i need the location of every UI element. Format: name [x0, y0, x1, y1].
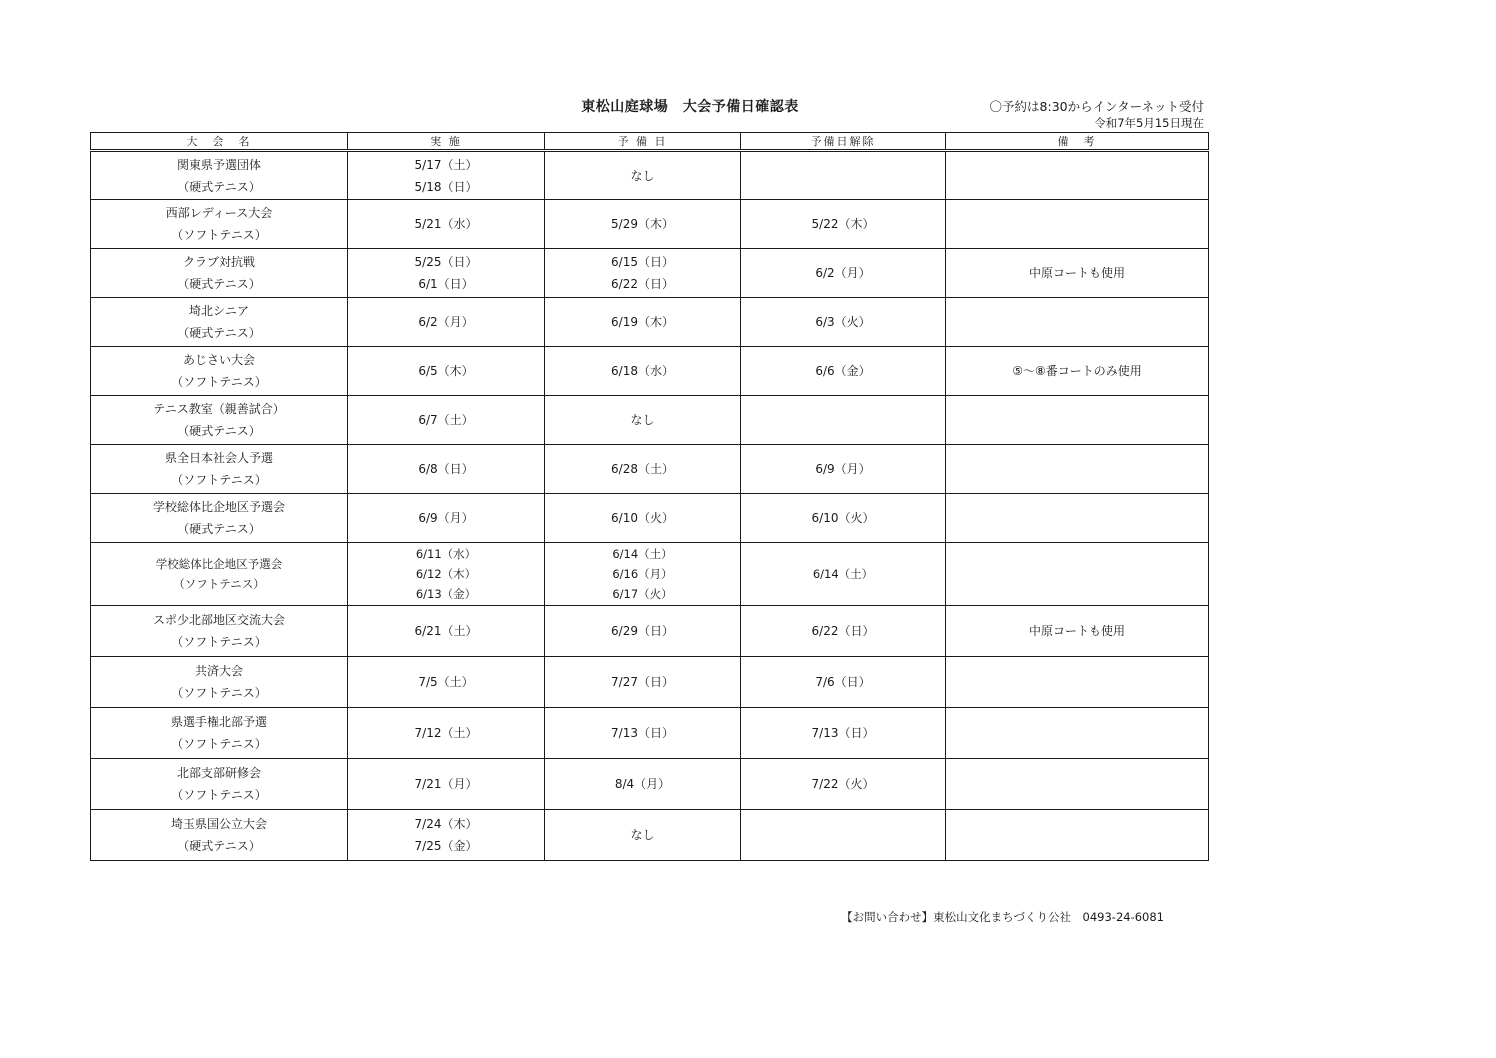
cell-event-name-line: 県全日本社会人予選 [164, 451, 273, 465]
cell-dates-line: 7/12（土） [414, 726, 478, 740]
cell-dates-line: 6/12（木） [415, 567, 477, 581]
cell-dates-line: 6/11（水） [415, 547, 477, 561]
cell-reserve-dates [545, 249, 741, 298]
cell-dates-line: 6/5（木） [418, 364, 474, 378]
cell-release-date [741, 657, 946, 708]
cell-release-date [741, 606, 946, 657]
cell-release-date [741, 200, 946, 249]
cell-remarks [946, 445, 1209, 494]
col-header-release: 予備日解除 [741, 133, 946, 151]
cell-release-date-line: 6/6（金） [815, 364, 871, 378]
cell-reserve-dates-line: 6/19（木） [611, 315, 674, 329]
table-row [91, 810, 1209, 861]
cell-dates [348, 298, 545, 347]
cell-remarks [946, 708, 1209, 759]
cell-reserve-dates [545, 494, 741, 543]
cell-reserve-dates [545, 606, 741, 657]
cell-dates-line: 7/24（木） [414, 817, 478, 831]
cell-event-name-line: （ソフトテニス） [171, 686, 267, 700]
cell-dates [348, 396, 545, 445]
cell-release-date [741, 708, 946, 759]
cell-reserve-dates-line: 6/29（日） [611, 624, 674, 638]
cell-reserve-dates [545, 445, 741, 494]
cell-release-date-line: 6/9（月） [815, 462, 871, 476]
cell-dates [348, 543, 545, 606]
cell-remarks [946, 298, 1209, 347]
cell-reserve-dates [545, 708, 741, 759]
cell-dates-line: 6/8（日） [418, 462, 474, 476]
cell-remarks-line: ⑤～⑧番コートのみ使用 [1012, 364, 1142, 378]
cell-reserve-dates-line: 7/27（日） [611, 675, 674, 689]
cell-release-date-line: 7/6（日） [815, 675, 871, 689]
col-header-reserve: 予 備 日 [545, 133, 741, 151]
cell-reserve-dates-line: 6/14（土） [612, 547, 673, 561]
cell-dates [348, 657, 545, 708]
cell-dates-line: 6/9（月） [418, 511, 474, 525]
cell-reserve-dates [545, 657, 741, 708]
table-row [91, 708, 1209, 759]
table-row [91, 657, 1209, 708]
cell-reserve-dates-line: 6/16（月） [612, 567, 673, 581]
cell-reserve-dates-line: 7/13（日） [611, 726, 674, 740]
cell-dates [348, 445, 545, 494]
cell-remarks [946, 494, 1209, 543]
cell-dates [348, 151, 545, 200]
cell-event-name-line: あじさい大会 [182, 353, 255, 367]
cell-event-name-line: （ソフトテニス） [171, 375, 267, 389]
cell-release-date [741, 759, 946, 810]
cell-dates [348, 708, 545, 759]
cell-event-name-line: 学校総体比企地区予選会 [152, 500, 285, 514]
cell-reserve-dates [545, 347, 741, 396]
cell-event-name-line: 関東県予選団体 [176, 157, 261, 172]
cell-event-name-line: （ソフトテニス） [171, 473, 267, 487]
cell-release-date-line: 6/2（月） [815, 266, 871, 280]
cell-event-name [91, 810, 348, 861]
cell-remarks [946, 249, 1209, 298]
cell-release-date [741, 396, 946, 445]
cell-release-date-line: 7/13（日） [811, 726, 875, 740]
cell-reserve-dates-line: 6/28（土） [611, 462, 674, 476]
cell-event-name [91, 396, 348, 445]
cell-event-name [91, 606, 348, 657]
schedule-table [90, 132, 1209, 861]
cell-event-name [91, 151, 348, 200]
cell-event-name [91, 543, 348, 606]
cell-remarks [946, 657, 1209, 708]
col-header-remarks: 備 考 [946, 133, 1209, 151]
cell-event-name [91, 298, 348, 347]
cell-reserve-dates-line: 6/22（日） [611, 277, 674, 291]
cell-remarks [946, 759, 1209, 810]
cell-event-name-line: （硬式テニス） [177, 179, 261, 194]
cell-event-name-line: （ソフトテニス） [171, 737, 267, 751]
cell-release-date [741, 347, 946, 396]
cell-release-date [741, 810, 946, 861]
cell-reserve-dates-line: なし [630, 168, 655, 183]
cell-dates [348, 759, 545, 810]
table-row [91, 249, 1209, 298]
cell-release-date-line: 6/3（火） [815, 315, 871, 329]
cell-event-name-line: 埼玉県国公立大会 [170, 817, 267, 831]
cell-remarks [946, 396, 1209, 445]
cell-dates-line: 7/25（金） [414, 839, 478, 853]
cell-release-date [741, 494, 946, 543]
cell-dates [348, 606, 545, 657]
document-title: 東松山庭球場 大会予備日確認表 [581, 99, 799, 115]
cell-dates-line: 5/17（土） [414, 157, 478, 172]
cell-reserve-dates-line: 6/18（水） [611, 364, 674, 378]
cell-event-name-line: 共済大会 [194, 664, 243, 678]
cell-event-name-line: スポ少北部地区交流大会 [152, 613, 285, 627]
cell-reserve-dates [545, 759, 741, 810]
cell-dates [348, 200, 545, 249]
cell-event-name-line: クラブ対抗戦 [182, 255, 255, 269]
cell-remarks-line: 中原コートも使用 [1028, 266, 1125, 280]
cell-dates [348, 347, 545, 396]
cell-event-name-line: 学校総体比企地区予選会 [155, 557, 283, 571]
cell-remarks [946, 347, 1209, 396]
cell-event-name [91, 249, 348, 298]
cell-event-name-line: 県選手権北部予選 [170, 715, 267, 729]
cell-remarks [946, 606, 1209, 657]
cell-release-date [741, 445, 946, 494]
cell-dates-line: 5/18（日） [414, 179, 478, 194]
cell-reserve-dates-line: なし [630, 828, 655, 842]
as-of-date: 令和7年5月15日現在 [1094, 116, 1204, 130]
table-row [91, 606, 1209, 657]
cell-event-name [91, 445, 348, 494]
cell-event-name-line: （硬式テニス） [177, 839, 261, 853]
cell-reserve-dates-line: なし [630, 413, 655, 427]
cell-release-date [741, 151, 946, 200]
table-row [91, 298, 1209, 347]
cell-dates [348, 494, 545, 543]
cell-remarks [946, 543, 1209, 606]
cell-reserve-dates [545, 298, 741, 347]
cell-release-date-line: 6/10（火） [811, 511, 875, 525]
cell-reserve-dates-line: 6/10（火） [611, 511, 674, 525]
cell-event-name-line: 埼北シニア [188, 304, 249, 318]
cell-event-name-line: 北部支部研修会 [176, 766, 261, 780]
cell-reserve-dates-line: 6/17（火） [612, 587, 673, 601]
cell-dates-line: 6/2（月） [418, 315, 474, 329]
cell-remarks-line: 中原コートも使用 [1028, 624, 1125, 638]
table-row [91, 759, 1209, 810]
contact-info: 【お問い合わせ】東松山文化まちづくり公社 0493-24-6081 [841, 910, 1164, 924]
cell-remarks [946, 151, 1209, 200]
cell-dates-line: 5/21（水） [414, 217, 478, 231]
cell-event-name-line: 西部レディース大会 [165, 206, 273, 220]
cell-release-date-line: 6/14（土） [812, 567, 874, 581]
table-row [91, 347, 1209, 396]
cell-dates [348, 810, 545, 861]
table-row [91, 396, 1209, 445]
cell-dates-line: 5/25（日） [414, 255, 478, 269]
cell-remarks [946, 200, 1209, 249]
cell-reserve-dates-line: 8/4（月） [614, 777, 671, 791]
table-row [91, 445, 1209, 494]
cell-dates-line: 7/5（土） [418, 675, 474, 689]
cell-event-name-line: （硬式テニス） [177, 424, 261, 438]
table-row [91, 543, 1209, 606]
table-row [91, 151, 1209, 200]
col-header-event: 大 会 名 [91, 133, 348, 151]
table-body [91, 151, 1209, 861]
cell-remarks [946, 810, 1209, 861]
cell-event-name-line: （ソフトテニス） [173, 577, 265, 591]
cell-reserve-dates-line: 6/15（日） [611, 255, 674, 269]
cell-event-name [91, 347, 348, 396]
cell-release-date-line: 5/22（木） [811, 217, 875, 231]
cell-event-name-line: （硬式テニス） [177, 326, 261, 340]
cell-event-name-line: （硬式テニス） [177, 277, 261, 291]
cell-event-name-line: （ソフトテニス） [171, 635, 267, 649]
table-header [91, 133, 1209, 151]
cell-reserve-dates [545, 543, 741, 606]
cell-release-date [741, 543, 946, 606]
reservation-note: 〇予約は8:30からインターネット受付 [989, 99, 1204, 114]
cell-dates-line: 6/7（土） [418, 413, 474, 427]
cell-reserve-dates [545, 151, 741, 200]
col-header-dates: 実 施 [348, 133, 545, 151]
cell-event-name-line: （ソフトテニス） [171, 228, 267, 242]
cell-reserve-dates [545, 200, 741, 249]
cell-event-name-line: （硬式テニス） [177, 522, 261, 536]
cell-release-date-line: 6/22（日） [811, 624, 875, 638]
cell-dates [348, 249, 545, 298]
cell-event-name [91, 200, 348, 249]
cell-reserve-dates [545, 396, 741, 445]
cell-event-name-line: （ソフトテニス） [171, 788, 267, 802]
cell-event-name [91, 494, 348, 543]
table-row [91, 494, 1209, 543]
table-row [91, 200, 1209, 249]
cell-dates-line: 7/21（月） [414, 777, 478, 791]
cell-release-date [741, 249, 946, 298]
cell-reserve-dates [545, 810, 741, 861]
cell-release-date-line: 7/22（火） [811, 777, 875, 791]
cell-dates-line: 6/1（日） [418, 277, 474, 291]
cell-event-name [91, 657, 348, 708]
cell-event-name [91, 708, 348, 759]
cell-event-name [91, 759, 348, 810]
cell-event-name-line: テニス教室（親善試合） [153, 402, 285, 416]
cell-dates-line: 6/21（土） [414, 624, 478, 638]
cell-release-date [741, 298, 946, 347]
cell-dates-line: 6/13（金） [415, 587, 477, 601]
cell-reserve-dates-line: 5/29（木） [611, 217, 674, 231]
